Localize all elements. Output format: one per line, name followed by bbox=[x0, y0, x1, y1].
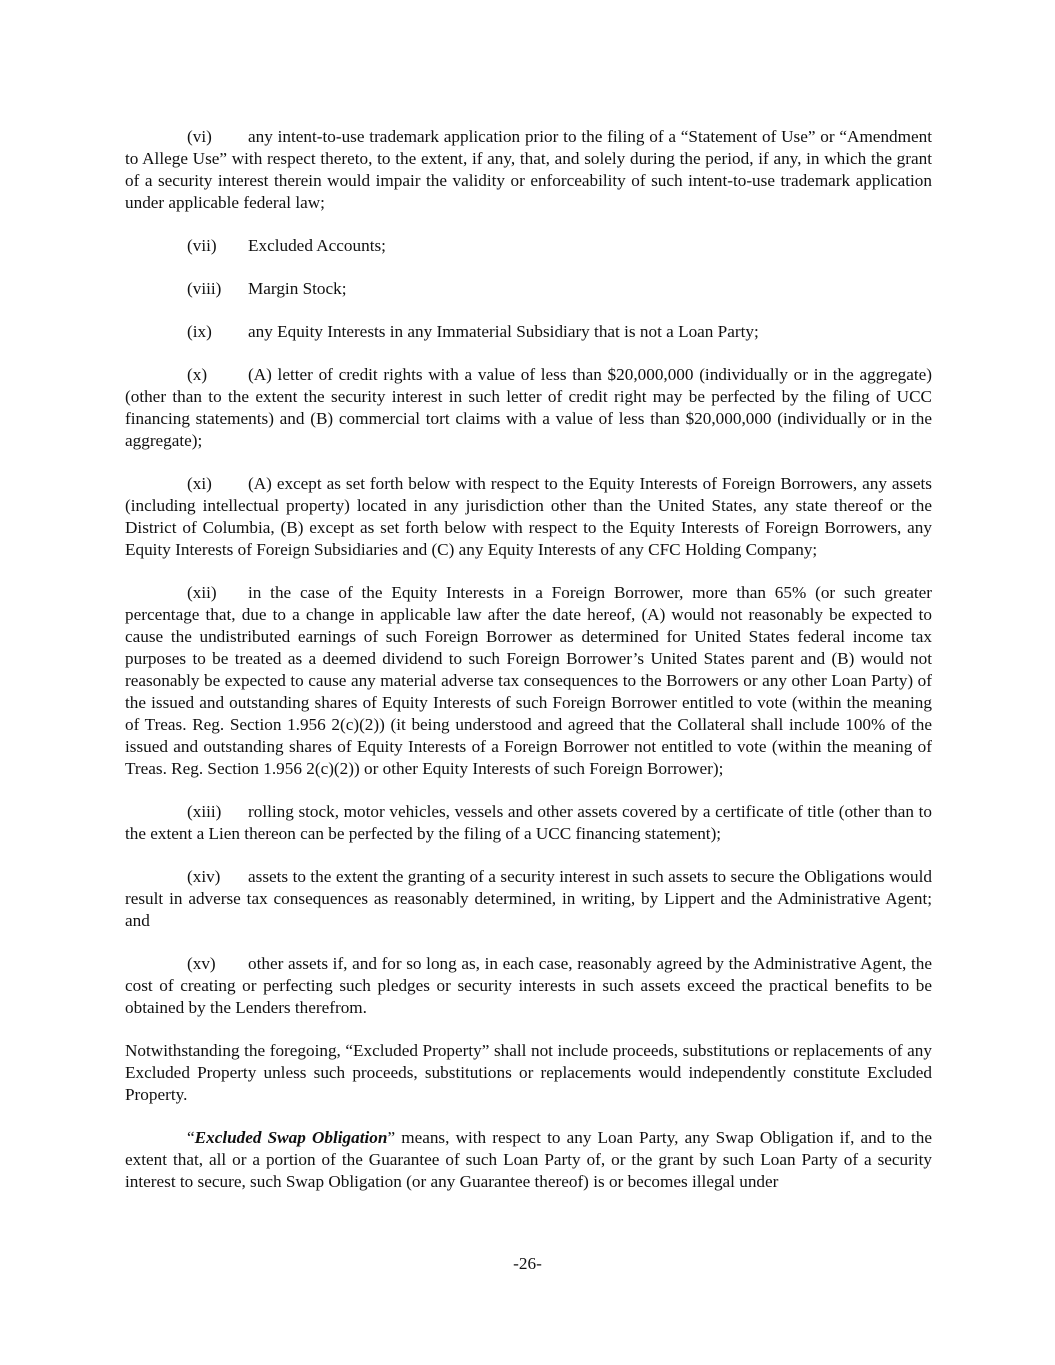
item-text: any intent-to-use trademark application prior to the filing of a “Statement of Use” or “Amendment to Allege Use” with respect thereto, to the extent, if any, that, and solely during the period, if any, in which the grant of a security interest therein would impair the validity or enforceability of such intent-to-use trademark application under applicable federal law; bbox=[125, 127, 932, 212]
item-label: (ix) bbox=[187, 322, 212, 341]
item-text: Margin Stock; bbox=[248, 279, 347, 298]
notwithstanding-paragraph: Notwithstanding the foregoing, “Excluded Property” shall not include proceeds, substitutions or replacements of any Excluded Property unless such proceeds, substitutions or replacements would independently constitute Excluded Property. bbox=[125, 1041, 932, 1104]
item-text: (A) except as set forth below with respect to the Equity Interests of Foreign Borrowers, any assets (including intellectual property) located in any jurisdiction other than the United States, any state thereof or the District of Columbia, (B) except as set forth below with respect to the Equity Interests of Foreign Borrowers, any Equity Interests of Foreign Subsidiaries and (C) any Equity Interests of any CFC Holding Company; bbox=[125, 474, 932, 559]
item-text: rolling stock, motor vehicles, vessels and other assets covered by a certificate of title (other than to the extent a Lien thereon can be perfected by the filing of a UCC financing statement); bbox=[125, 802, 932, 843]
item-text: other assets if, and for so long as, in each case, reasonably agreed by the Administrative Agent, the cost of creating or perfecting such pledges or security interests in such assets exceed the practical benefits to be obtained by the Lenders therefrom. bbox=[125, 954, 932, 1017]
definition-text: ” means, with respect to any Loan Party, any Swap Obligation if, and to the extent that, all or a portion of the Guarantee of such Loan Party of, or the grant by such Loan Party of a security interest to secure, such Swap Obligation (or any Guarantee thereof) is or becomes illegal under bbox=[125, 1128, 932, 1191]
item-label: (xi) bbox=[187, 474, 212, 493]
list-item bbox=[125, 126, 932, 214]
page-number: -26- bbox=[513, 1254, 542, 1273]
item-label: (x) bbox=[187, 365, 208, 384]
excluded-property-list bbox=[125, 126, 932, 1019]
item-text: assets to the extent the granting of a security interest in such assets to secure the Obligations would result in adverse tax consequences as reasonably determined, in writing, by Lippert and the Administrative Agent; and bbox=[125, 867, 932, 930]
item-label: (viii) bbox=[187, 279, 222, 298]
item-label: (vii) bbox=[187, 236, 217, 255]
item-label: (vi) bbox=[187, 127, 212, 146]
item-label: (xiv) bbox=[187, 867, 221, 886]
item-text: Excluded Accounts; bbox=[248, 236, 386, 255]
document-body bbox=[125, 126, 932, 1214]
list-item bbox=[125, 364, 932, 452]
list-item bbox=[125, 582, 932, 780]
open-quote: “ bbox=[187, 1128, 195, 1147]
list-item bbox=[125, 321, 932, 343]
defined-term: Excluded Swap Obligation bbox=[194, 1128, 388, 1147]
item-text: any Equity Interests in any Immaterial Subsidiary that is not a Loan Party; bbox=[248, 322, 759, 341]
list-item bbox=[125, 801, 932, 845]
definition-excluded-swap-obligation bbox=[125, 1127, 932, 1193]
list-item bbox=[125, 235, 932, 257]
item-label: (xv) bbox=[187, 954, 216, 973]
item-label: (xiii) bbox=[187, 802, 222, 821]
list-item bbox=[125, 953, 932, 1019]
list-item bbox=[125, 473, 932, 561]
item-text: in the case of the Equity Interests in a Foreign Borrower, more than 65% (or such greater percentage that, due to a change in applicable law after the date hereof, (A) would not reasonably be expected to cause the undistributed earnings of such Foreign Borrower as determined for United States federal income tax purposes to be treated as a deemed dividend to such Foreign Borrower’s United States parent and (B) would not reasonably be expected to cause any material adverse tax consequences to the Borrowers or any other Loan Party) of the issued and outstanding shares of Equity Interests of such Foreign Borrower entitled to vote (within the meaning of Treas. Reg. Section 1.956 2(c)(2)) (it being understood and agreed that the Collateral shall include 100% of the issued and outstanding shares of Equity Interests of a Foreign Borrower not entitled to vote (within the meaning of Treas. Reg. Section 1.956 2(c)(2)) or other Equity Interests of such Foreign Borrower); bbox=[125, 583, 932, 778]
item-text: (A) letter of credit rights with a value of less than $20,000,000 (individually or in the aggregate) (other than to the extent the security interest in such letter of credit right may be perfected by the filing of UCC financing statements) and (B) commercial tort claims with a value of less than $20,000,000 (individually or in the aggregate); bbox=[125, 365, 932, 450]
list-item bbox=[125, 278, 932, 300]
item-label: (xii) bbox=[187, 583, 217, 602]
list-item bbox=[125, 866, 932, 932]
